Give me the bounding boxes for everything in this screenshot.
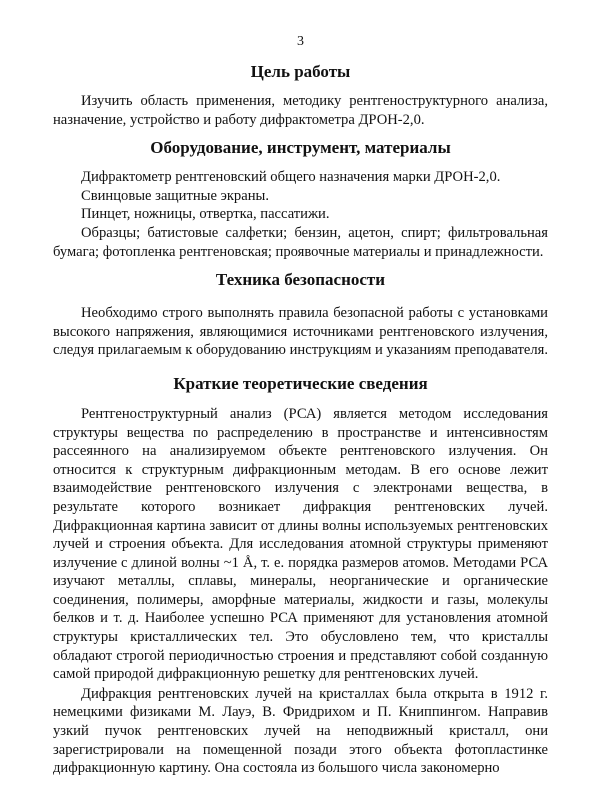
page-number: 3	[297, 34, 304, 49]
equipment-item: Дифрактометр рентгеновский общего назначения марки ДРОН-2,0.	[81, 169, 501, 186]
theory-paragraph: Дифракция рентгеновских лучей на кристаллах была открыта в 1912 г. немецкими физиками М. Лауэ, В. Фридрихом и П. Книппингом. Направив узкий пучок рентгеновских лучей на неподвижный кристалл, они зарегистрировали на помещенной позади этого объекта фотопластинке дифракционную картину. Она состояла из большого числа закономерно	[53, 685, 548, 777]
section-title-theory: Краткие теоретические сведения	[173, 373, 428, 393]
samples-text: Образцы; батистовые салфетки; бензин, ацетон, спирт; фильтровальная бумага; фотопленка рентгеновская; проявочные материалы и принадлежности.	[53, 224, 548, 260]
safety-text: Необходимо строго выполнять правила безопасной работы с установками высокого напряжения, являющимися источниками рентгеновского излучения, следуя прилагаемым к оборудованию инструкциям и указаниям преподавателя.	[53, 305, 549, 359]
section-title-safety: Техника безопасности	[215, 270, 386, 290]
section-title-equipment: Оборудование, инструмент, материалы	[150, 138, 451, 158]
equipment-list	[53, 168, 548, 261]
goal-text: Изучить область применения, методику рентгеноструктурного анализа, назначение, устройство и работу дифрактометра ДРОН-2,0.	[53, 93, 548, 128]
equipment-item: Свинцовые защитные экраны.	[81, 187, 269, 204]
section-title-goal: Цель работы	[250, 62, 351, 81]
equipment-item: Пинцет, ножницы, отвертка, пассатижи.	[81, 206, 330, 223]
theory-paragraph: Рентгеноструктурный анализ (РСА) является методом исследования структуры вещества по распределению в пространстве и интенсивностям рассеянного на анализируемом объекте рентгеновского излучения. Он относится к структурным дифракционным методам. В его основе лежит взаимодействие рентгеновского излучения с электронами вещества, в результате которого возникает дифракция рентгеновских лучей. Дифракционная картина зависит от длины волны используемых рентгеновских лучей и строения объекта. Для исследования атомной структуры применяют излучение с длиной волны ~1 Å, т. е. порядка размеров атомов. Методами РСА изучают металлы, сплавы, минералы, неорганические и органические соединения, полимеры, аморфные материалы, жидкости и газы, молекулы белков и т. д. Наиболее успешно РСА применяют для установления атомной структуры кристаллических тел. Это обусловлено тем, что кристаллы обладают строгой периодичностью строения и представляют собой созданную самой природой дифракционную решетку для рентгеновских лучей.	[53, 405, 548, 683]
